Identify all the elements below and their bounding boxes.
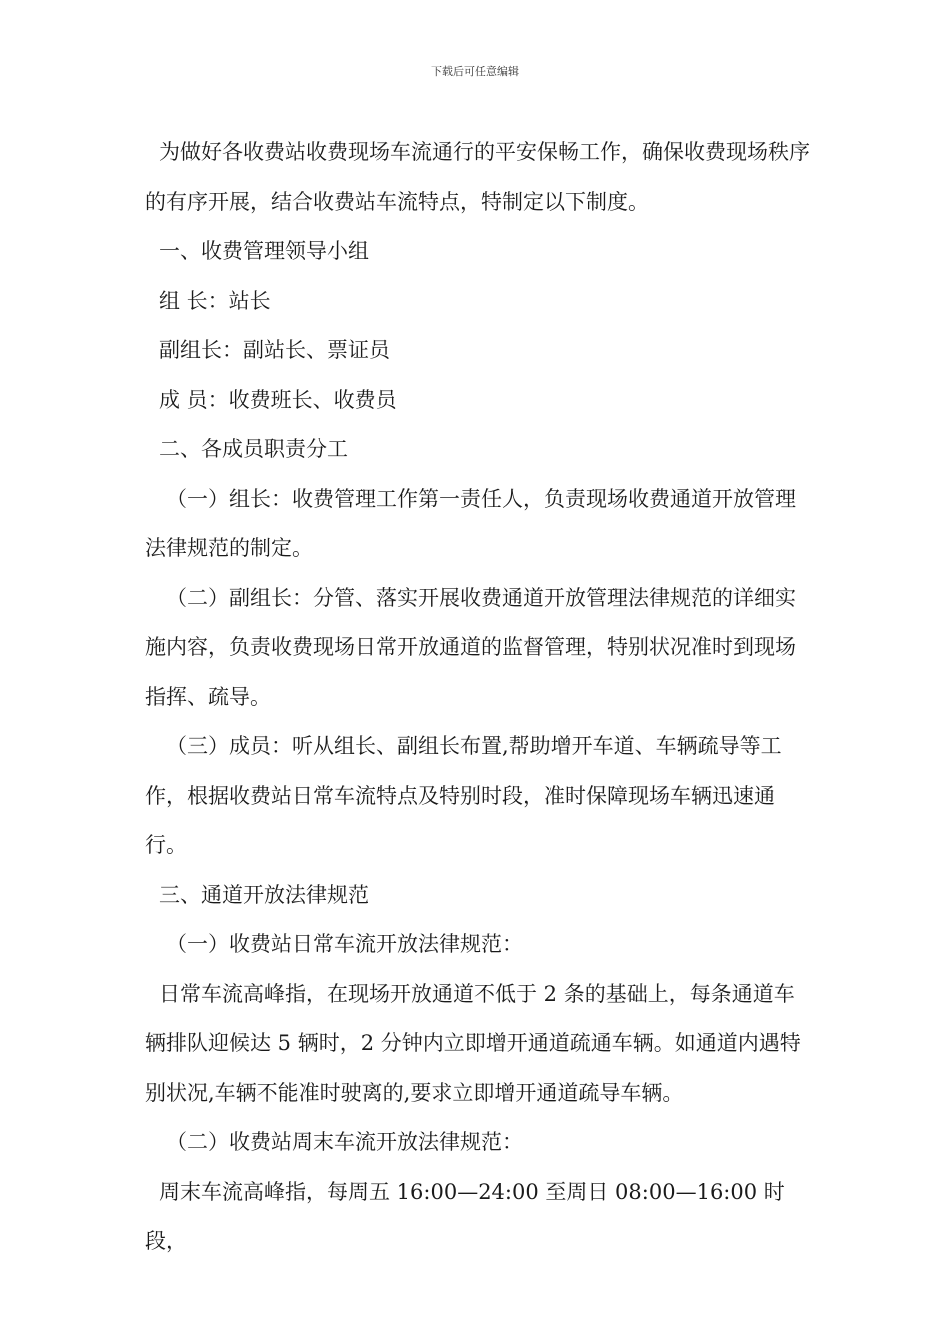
role-members: 成 员：收费班长、收费员 <box>159 387 397 412</box>
paragraph-intro: 为做好各收费站收费现场车流通行的平安保畅工作，确保收费现场秩序的有序开展，结合收费站车流特点，特制定以下制度。 <box>145 140 810 214</box>
section-heading-2: 二、各成员职责分工 <box>159 437 348 461</box>
duty-deputy-leader: （二）副组长：分管、落实开展收费通道开放管理法律规范的详细实施内容，负责收费现场日常开放通道的监督管理，特别状况准时到现场指挥、疏导。 <box>145 585 796 709</box>
duty-members: （三）成员：听从组长、副组长布置,帮助增开车道、车辆疏导等工作，根据收费站日常车流特点及特别时段，准时保障现场车辆迅速通行。 <box>145 734 782 857</box>
section-heading-3: 三、通道开放法律规范 <box>159 882 369 907</box>
page-header: 下载后可任意编辑 <box>431 65 519 78</box>
subheading-daily-traffic: （一）收费站日常车流开放法律规范： <box>166 932 523 956</box>
subheading-weekend-traffic: （二）收费站周末车流开放法律规范： <box>166 1130 523 1154</box>
section-heading-1: 一、收费管理领导小组 <box>159 239 369 263</box>
duty-leader: （一）组长：收费管理工作第一责任人，负责现场收费通道开放管理法律规范的制定。 <box>145 486 796 560</box>
document-body <box>145 128 815 1267</box>
role-group-leader: 组 长：站长 <box>159 288 271 313</box>
paragraph-daily-traffic: 日常车流高峰指，在现场开放通道不低于 2 条的基础上，每条通道车辆排队迎候达 5 辆时，2 分钟内立即增开通道疏通车辆。如通道内遇特别状况,车辆不能准时驶离的,要求立即增开通道疏导车辆。 <box>145 981 801 1105</box>
paragraph-weekend-traffic: 周末车流高峰指，每周五 16:00—24:00 至周日 08:00—16:00 时段， <box>145 1179 785 1253</box>
role-deputy-leader: 副组长：副站长、票证员 <box>159 338 390 362</box>
